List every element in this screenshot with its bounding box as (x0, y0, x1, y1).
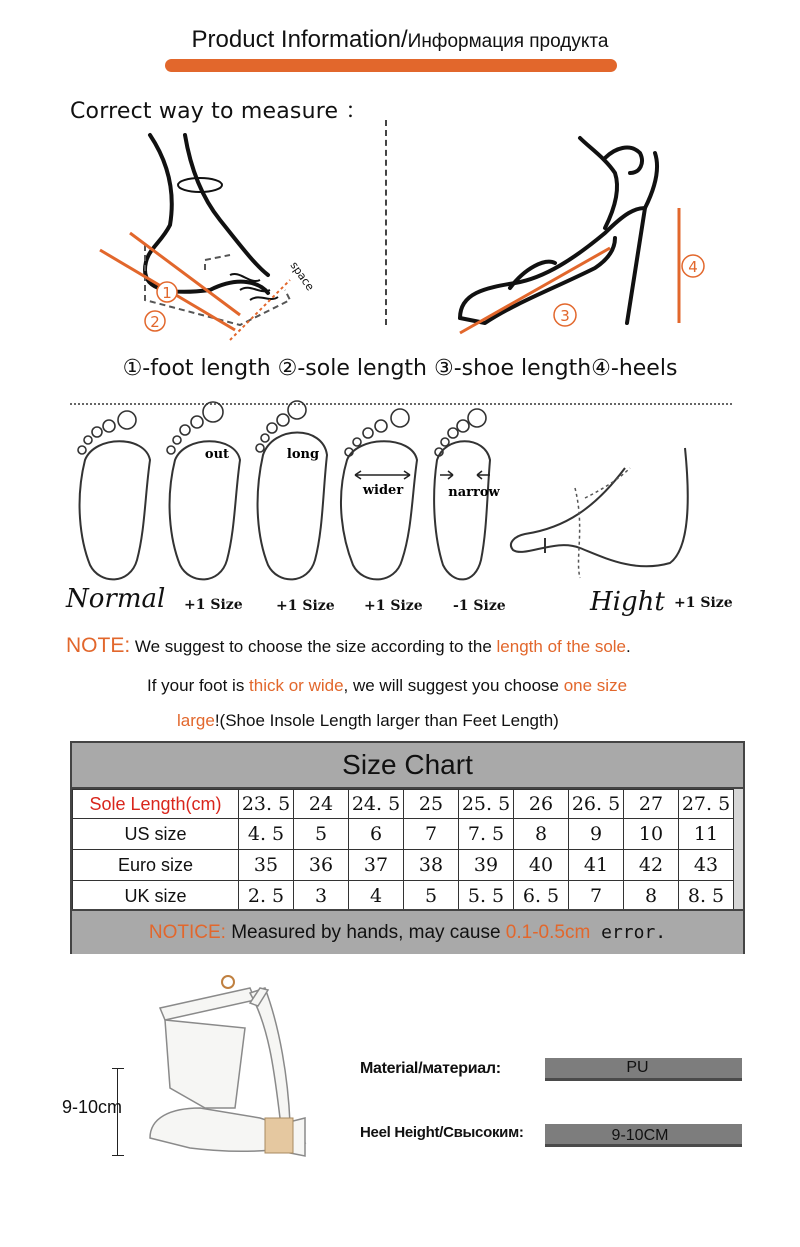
size-chart-cell: 5 (294, 819, 349, 850)
marker-3: 3 (560, 307, 570, 325)
size-chart-cell: 27. 5 (679, 790, 734, 819)
size-chart-cell: 26 (514, 790, 569, 819)
size-adjust-long: +1 Size (276, 598, 335, 614)
size-chart-cell: 36 (294, 850, 349, 881)
shoe-measure-illustration (455, 128, 715, 343)
size-adjust-narrow: -1 Size (453, 598, 506, 614)
note-line-3: large!(Shoe Insole Length larger than Feet Length) (177, 711, 559, 730)
size-chart-cell: 8 (624, 881, 679, 912)
size-chart-cell: 41 (569, 850, 624, 881)
size-adjust-wider: +1 Size (364, 598, 423, 614)
label-hight: Hight (590, 587, 665, 617)
note-label: NOTE: (66, 634, 131, 657)
size-chart-row-label: US size (73, 819, 239, 850)
heel-dimension-label: 9-10cm (62, 1097, 123, 1117)
size-chart-row (73, 819, 734, 850)
heel-height-value-box (545, 1124, 742, 1147)
size-chart-cell: 24 (294, 790, 349, 819)
marker-2: 2 (150, 313, 160, 331)
notice-label: NOTICE: (148, 922, 226, 943)
size-chart-cell: 10 (624, 819, 679, 850)
size-chart-cell: 8 (514, 819, 569, 850)
heel-height-value: 9-10CM (611, 1127, 669, 1144)
measure-heading: Correct way to measure ： (70, 99, 368, 124)
size-chart-row (73, 790, 734, 819)
size-chart-row-label: Euro size (73, 850, 239, 881)
note-line-1: NOTE: We suggest to choose the size according to the length of the sole. (66, 634, 631, 657)
size-chart-row-label: Sole Length(cm) (73, 790, 239, 819)
size-chart (70, 741, 745, 954)
size-chart-cell: 37 (349, 850, 404, 881)
size-chart-row-label: UK size (73, 881, 239, 912)
size-adjust-hight: +1 Size (674, 595, 733, 611)
note-line-2: If your foot is thick or wide, we will suggest you choose one size (147, 676, 628, 695)
material-label: Material/материал: (360, 1060, 501, 1077)
size-chart-cell: 6 (349, 819, 404, 850)
size-adjust-out: +1 Size (184, 597, 243, 613)
foot-label-long: long (286, 447, 320, 462)
size-chart-cell: 40 (514, 850, 569, 881)
size-chart-cell: 9 (569, 819, 624, 850)
size-chart-cell: 5. 5 (459, 881, 514, 912)
size-chart-cell: 4. 5 (239, 819, 294, 850)
foot-narrow-outline (434, 441, 490, 579)
material-value-box (545, 1058, 742, 1081)
label-normal: Normal (66, 584, 166, 614)
size-chart-row (73, 881, 734, 912)
size-chart-cell: 4 (349, 881, 404, 912)
size-chart-title: Size Chart (72, 743, 743, 789)
size-chart-cell: 39 (459, 850, 514, 881)
size-chart-cell: 5 (404, 881, 459, 912)
material-value: PU (626, 1059, 649, 1076)
header-underline (165, 59, 617, 72)
size-chart-cell: 7 (404, 819, 459, 850)
foot-wider-outline (341, 441, 417, 579)
foot-measure-illustration (90, 125, 390, 350)
heel-height-label: Heel Height/Свысоким: (360, 1124, 524, 1141)
size-chart-cell: 11 (679, 819, 734, 850)
page-title (0, 26, 800, 54)
size-chart-cell: 38 (404, 850, 459, 881)
size-chart-cell: 27 (624, 790, 679, 819)
size-chart-cell: 42 (624, 850, 679, 881)
size-chart-cell: 2. 5 (239, 881, 294, 912)
foot-label-out: out (204, 447, 230, 462)
size-chart-cell: 7. 5 (459, 819, 514, 850)
marker-1: 1 (162, 284, 172, 302)
foot-label-wider: wider (362, 483, 404, 498)
product-sandal-image (140, 968, 345, 1168)
size-chart-cell: 25 (404, 790, 459, 819)
size-chart-notice: NOTICE: Measured by hands, may cause 0.1-0.5cm error. (72, 909, 743, 954)
size-chart-cell: 23. 5 (239, 790, 294, 819)
marker-4: 4 (688, 258, 698, 276)
size-chart-row (73, 850, 734, 881)
space-label: space (287, 259, 317, 294)
size-chart-cell: 24. 5 (349, 790, 404, 819)
foot-types-illustration (65, 400, 515, 590)
size-chart-cell: 8. 5 (679, 881, 734, 912)
size-chart-table (72, 789, 734, 912)
size-chart-cell: 6. 5 (514, 881, 569, 912)
title-en: Product Information/ (191, 26, 408, 53)
size-chart-cell: 3 (294, 881, 349, 912)
size-chart-cell: 35 (239, 850, 294, 881)
size-chart-cell: 25. 5 (459, 790, 514, 819)
high-arch-foot-illustration (505, 438, 705, 588)
divider-vertical (385, 120, 387, 325)
size-chart-cell: 7 (569, 881, 624, 912)
foot-label-narrow: narrow (448, 485, 500, 500)
title-ru: Информация продукта (407, 31, 609, 52)
foot-normal-outline (80, 441, 150, 579)
size-chart-cell: 26. 5 (569, 790, 624, 819)
size-chart-cell: 43 (679, 850, 734, 881)
measure-legend: ①-foot length ②-sole length ③-shoe length④-heels (122, 356, 678, 381)
